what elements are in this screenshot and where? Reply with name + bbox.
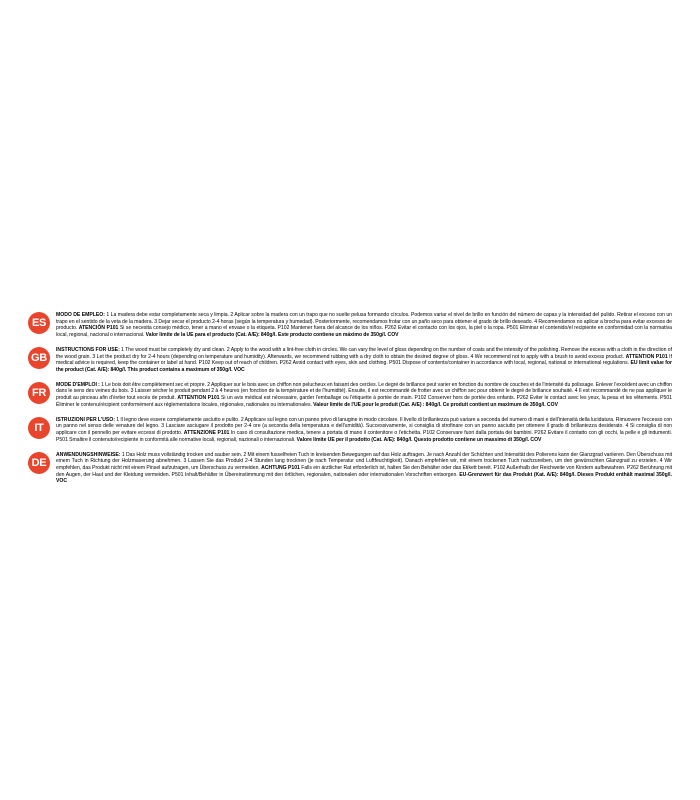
language-text-fr	[56, 382, 672, 409]
warning-body-fr: Si un avis médical est nécessaire, garder l'emballage ou l'étiquette à portée de main. P102 Conserver hors de portée des enfants. P262 Éviter le contact avec les yeux, la peau et les vêtements. P501 Éliminer le contenu/récipient conformément aux réglementations locales, régionales, nationales ou internationales.	[56, 395, 672, 408]
heading-es: MODO DE EMPLEO:	[56, 312, 105, 318]
multilingual-instructions-block	[28, 312, 672, 493]
language-text-de	[56, 452, 672, 486]
language-badge-gb: GB	[28, 347, 50, 369]
warning-body-de: Falls ein ärztlicher Rat erforderlich ist, halten Sie den Behälter oder das Etikett bereit. P102 Außerhalb der Reichweite von Kindern aufbewahren. P262 Berührung mit den Augen, der Haut und der Kleidung vermeiden. P501 Inhalt/Behälter in Übereinstimmung mit den örtlichen, regionalen, nationalen oder internationalen Vorschriften entsorgen.	[56, 464, 673, 478]
language-section-gb	[28, 347, 672, 374]
language-badge-de: DE	[28, 452, 50, 474]
warning-body-es: Si se necesita consejo médico, tener a mano el envase o la etiqueta. P102 Mantener fuera del alcance de los niños. P262 Evitar el contacto con los ojos, la piel o la ropa. P501 Eliminar el contenido/el recipiente en conformidad con la normativa local, regional, nacional o internacional.	[56, 325, 672, 339]
body-es: 1 La madera debe estar completamente seca y limpia. 2 Aplicar sobre la madera con un trapo que no suelte pelusa formando círculos. Podemos variar el nivel de brillo en función del número de capas y la intensidad del pulido. Retirar el exceso con un trapo en el sentido de la veta de la madera. 3 Dejar secar el producto 2-4 horas (según la temperatura y humedad). Posteriormente, recomendamos frotar con un paño seco para obtener el grado de brillo deseado. 4 Recomendamos no aplicar a brocha para evitar excesos de producto.	[56, 312, 672, 332]
warning-heading-fr: ATTENTION P101	[177, 395, 220, 402]
body-it: 1 Il legno deve essere completamente asciutto e pulito. 2 Applicare sul legno con un panno privo di lanugine in modo circolare. Il livello di brillantezza può variare a seconda del numero di mani e dell'intensità della lucidatura. Rimuovere l'eccesso con un panno nel senso delle venature del legno. 3 Lasciare asciugare il prodotto per 2-4 ore (a seconda della temperatura e dell'umidità). Successivamente, si consiglia di strofinare con un panno asciutto per ottenere il grado di brillantezza desiderato. 4 Si consiglia di non applicare con il pennello per evitare eccessi di prodotto.	[56, 416, 672, 437]
limit-text-es: Valor límite de la UE para el producto (Cat. A/E): 840g/l. Este producto contiene un máximo de 350g/l. COV	[145, 332, 399, 339]
heading-it: ISTRUZIONI PER L'USO:	[56, 416, 115, 423]
heading-de: ANWENDUNGSHINWEISE:	[56, 451, 121, 458]
warning-heading-de: ACHTUNG P101	[261, 464, 300, 471]
body-de: 1 Das Holz muss vollständig trocken und sauber sein. 2 Mit einem fusselfreien Tuch in kreisenden Bewegungen auf das Holz auftragen. Je nach Anzahl der Schichten und Intensität des Polierens kann der Glanzgrad variieren. Den Überschuss mit einem Tuch in Richtung der Holzmaserung abnehmen. 3 Lassen Sie das Produkt 2-4 Stunden lang trocknen (je nach Temperatur und Luftfeuchtigkeit). Danach empfehlen wir, mit einem trockenen Tuch nachzureiben, um den gewünschten Glanzgrad zu erzielen. 4 Wir empfehlen, das Produkt nicht mit einem Pinsel aufzutragen, um Überschuss zu vermeiden.	[56, 451, 673, 471]
warning-heading-gb: ATTENTION P101	[625, 353, 668, 360]
heading-gb: INSTRUCTIONS FOR USE:	[56, 346, 120, 353]
language-badge-fr: FR	[28, 382, 50, 404]
language-section-de	[28, 452, 672, 486]
body-fr: 1 Le bois doit être complètement sec et propre. 2 Appliquer sur le bois avec un chiffon non pelucheux en faisant des cercles. Le degré de brillance peut varier en fonction du nombre de couches et de l'intensité du polissage. Enlever l'excédent avec un chiffon dans le sens des veines du bois. 3 Laisser sécher le produit pendant 2 à 4 heures (en fonction de la température et de l'humidité). Ensuite, il est recommandé de frotter avec un chiffon sec pour obtenir le degré de brillance souhaité. 4 Il est recommandé de ne pas appliquer le produit au pinceau afin d'éviter tout excès de produit.	[56, 381, 673, 402]
warning-body-gb: If medical advice is required, keep the container or label at hand. P102 Keep out of reach of children. P262 Avoid contact with eyes, skin and clothing. P501 Dispose of contents/container in accordance with local, regional, national or international regulations.	[56, 353, 672, 367]
language-badge-it: IT	[28, 417, 50, 439]
warning-body-it: In caso di consultazione medica, tenere a portata di mano il contenitore o l'etichetta. P102 Conservare fuori dalla portata dei bambini. P262 Evitare il contatto con gli occhi, la pelle e gli indumenti. P501 Smaltire il contenuto/recipiente in conformità alle normative locali, regionali, nazionali o internazionali.	[56, 430, 673, 443]
language-badge-es: ES	[28, 312, 50, 334]
limit-text-de: EU-Grenzwert für das Produkt (Kat. A/E): 840g/l. Dieses Produkt enthält maximal 350g/l. VOC	[56, 471, 672, 485]
limit-text-fr: Valeur limite de l'UE pour le produit (Cat. A/E) : 840g/l. Ce produit contient un maximum de 350g/l. COV	[313, 401, 558, 408]
warning-heading-it: ATTENZIONE P101	[183, 430, 230, 437]
body-gb: 1 The wood must be completely dry and clean. 2 Apply to the wood with a lint-free cloth in circles. We can vary the level of gloss depending on the number of coats and the intensity of the polishing. Remove the excess with a cloth in the direction of the wood grain. 3 Let the product dry for 2-4 hours (depending on temperature and humidity). Afterwards, we recommend rubbing with a dry cloth to obtain the desired degree of gloss. 4 We recommend not to apply with a brush to avoid excess product.	[56, 346, 672, 360]
language-text-es	[56, 312, 672, 339]
language-section-fr	[28, 382, 672, 409]
limit-text-it: Valore limite UE per il prodotto (Cat. A/E): 840g/l. Questo prodotto contiene un massimo di 350g/l. COV	[296, 436, 542, 443]
limit-text-gb: EU limit value for the product (Cat. A/E): 840g/l. This product contains a maximum of 350g/l. VOC	[56, 360, 673, 374]
warning-heading-es: ATENCIÓN P101	[78, 325, 119, 332]
language-text-gb	[56, 347, 672, 374]
heading-fr: MODE D'EMPLOI :	[56, 381, 100, 388]
language-section-es	[28, 312, 672, 339]
language-text-it	[56, 417, 672, 444]
language-section-it	[28, 417, 672, 444]
